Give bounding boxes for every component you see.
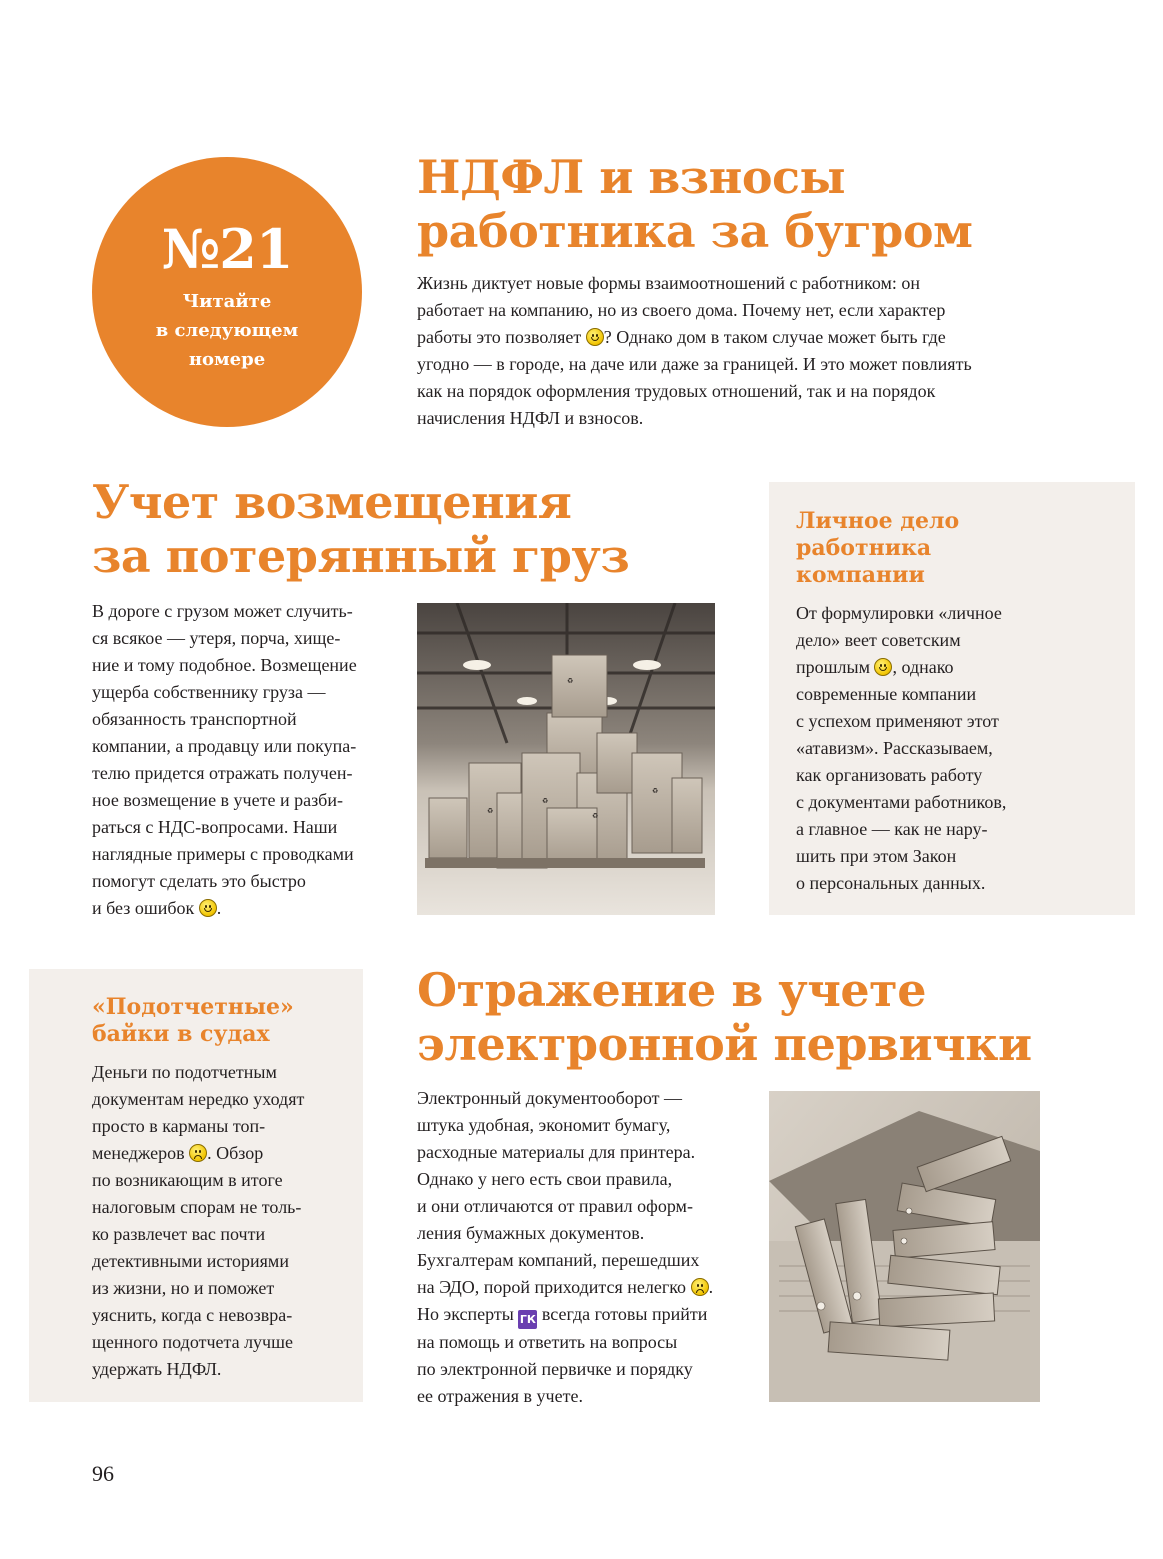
laptop-binders-photo — [769, 1091, 1040, 1402]
smiley-icon — [199, 899, 217, 917]
issue-number: №21 — [161, 217, 293, 281]
smiley-icon — [586, 328, 604, 346]
sad-face-icon — [189, 1144, 207, 1162]
article-personnel-body: От формулировки «личное дело» веет советским прошлым , однако современные компании с успехом применяют этот «атавизм». Рассказываем, как организовать работу с документами работников, а главное — как не нару- шить при этом Закон о персональных данных. — [796, 603, 1007, 893]
article-cargo-title: Учет возмещения за потерянный груз — [92, 475, 630, 583]
article-edo — [417, 963, 1117, 1071]
smiley-icon — [874, 658, 892, 676]
caption-line: в следующем — [155, 320, 299, 341]
caption-line: Читайте — [182, 291, 272, 312]
article-edo-body: Электронный документооборот — штука удобная, экономит бумагу, расходные материалы для принтера. Однако у него есть свои правила, и они отличаются от правил оформ- ления бумажных документов. Бухгалтерам компаний, перешедших на ЭДО, порой приходится нелегко . Но эксперты ГК всегда готовы прийти на помощь и ответить на вопросы по электронной первичке и порядку ее отражения в учете. — [417, 1088, 714, 1406]
warehouse-boxes-photo — [417, 603, 715, 915]
article-court — [92, 994, 357, 1383]
laptop-illustration — [769, 1091, 1040, 1402]
svg-text:♻: ♻ — [567, 677, 574, 685]
article-cargo-body: В дороге с грузом может случить- ся всякое — утеря, порча, хище- ние и тому подобное. Возмещение ущерба собственнику груза — обязанность транспортной компании, а продавцу или покупа- телю придется отражать получен- ное возмещение в учете и разби- раться с НДС-вопросами. Наши наглядные примеры с проводками помогут сделать это быстро и без ошибок . — [92, 601, 357, 918]
article-ndfl — [417, 150, 1117, 432]
article-court-title: «Подотчетные» байки в судах — [92, 994, 294, 1047]
caption-line: номере — [188, 349, 266, 370]
article-court-body: Деньги по подотчетным документам нередко уходят просто в карманы топ- менеджеров . Обзор по возникающим в итоге налоговым спорам не толь- ко развлечет вас почти детективными историями из жизни, но и поможет уяснить, когда с невозвра- щенного подотчета лучше удержать НДФЛ. — [92, 1062, 305, 1379]
svg-text:♻: ♻ — [542, 797, 549, 805]
article-edo-title: Отражение в учете электронной первички — [417, 963, 1032, 1071]
svg-text:♻: ♻ — [487, 807, 494, 815]
sad-face-icon — [691, 1278, 709, 1296]
article-personnel-title: Личное дело работника компании — [796, 508, 960, 588]
next-issue-caption — [92, 287, 362, 374]
next-issue-badge — [92, 157, 362, 427]
article-ndfl-body: Жизнь диктует новые формы взаимоотношений с работником: он работает на компанию, но из своего дома. Почему нет, если характер работы это позволяет ? Однако дом в таком случае может быть где угодно — в городе, на даче или даже за границей. И это может повлиять как на порядок оформления трудовых отношений, так и на порядок начисления НДФЛ и взносов. — [417, 273, 972, 428]
gk-logo-icon: ГК — [518, 1310, 537, 1329]
article-personnel — [796, 508, 1116, 897]
article-cargo — [92, 475, 732, 583]
warehouse-illustration — [417, 603, 715, 915]
svg-text:♻: ♻ — [652, 787, 659, 795]
article-ndfl-title: НДФЛ и взносы работника за бугром — [417, 150, 973, 258]
svg-text:♻: ♻ — [592, 812, 599, 820]
page-number: 96 — [92, 1461, 114, 1486]
